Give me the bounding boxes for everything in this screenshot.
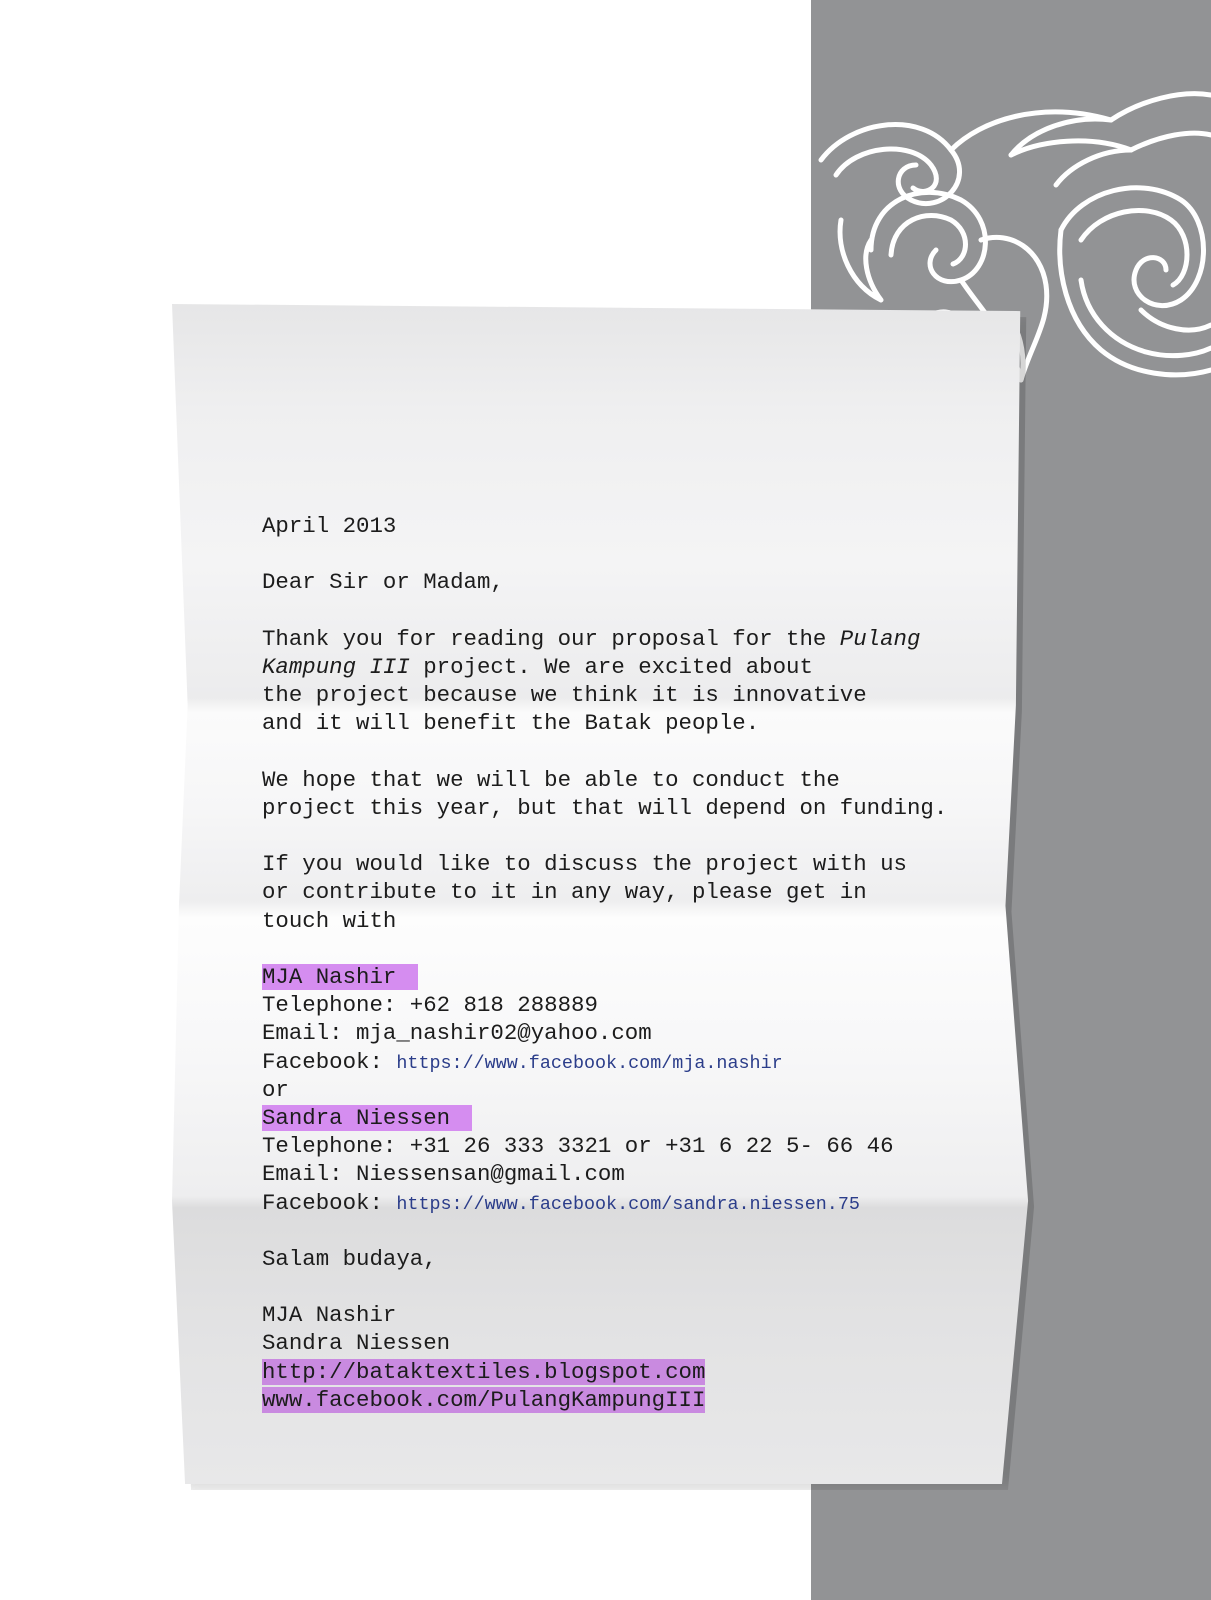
- contact1-facebook-label: Facebook:: [262, 1048, 383, 1075]
- contact1-name-line: [262, 963, 1022, 991]
- para3-line1: If you would like to discuss the project with us: [262, 851, 907, 878]
- para1-line3: the project because we think it is innovative: [262, 682, 867, 709]
- para1-line2: [262, 653, 1022, 681]
- signature-name1: MJA Nashir: [262, 1302, 397, 1329]
- para1-line1: [262, 625, 1022, 653]
- facebook-page-link-line: [262, 1386, 1022, 1414]
- closing: Salam budaya,: [262, 1245, 437, 1272]
- para2-line2: project this year, but that will depend on funding.: [262, 794, 948, 821]
- contact1-email: Email: mja_nashir02@yahoo.com: [262, 1020, 652, 1047]
- blog-link[interactable]: http://bataktextiles.blogspot.com: [262, 1358, 706, 1385]
- project-name-part1: Pulang: [839, 625, 921, 652]
- letter-date: April 2013: [262, 513, 397, 539]
- contact2-facebook-link[interactable]: https://www.facebook.com/sandra.niessen.75: [396, 1193, 860, 1215]
- contact2-telephone: Telephone: +31 26 333 3321 or +31 6 22 5- 66 46: [262, 1133, 894, 1160]
- blog-link-line: [262, 1358, 1022, 1386]
- or-text: or: [262, 1076, 289, 1103]
- contact1-name: MJA Nashir: [262, 964, 418, 990]
- contact1-facebook-link[interactable]: https://www.facebook.com/mja.nashir: [396, 1052, 783, 1074]
- letter-salutation: Dear Sir or Madam,: [262, 569, 504, 596]
- para2-line1: We hope that we will be able to conduct the: [262, 766, 840, 793]
- facebook-page-link[interactable]: www.facebook.com/PulangKampungIII: [262, 1386, 706, 1413]
- para1-line1-text: Thank you for reading our proposal for the: [262, 625, 840, 652]
- para1-line2-text: project. We are excited about: [409, 653, 813, 680]
- para3-line3: touch with: [262, 907, 397, 934]
- contact2-name-line: [262, 1104, 1022, 1132]
- contact1-telephone: Telephone: +62 818 288889: [262, 992, 598, 1019]
- contact2-facebook-label: Facebook:: [262, 1189, 383, 1216]
- contact2-name: Sandra Niessen: [262, 1105, 472, 1131]
- letter-body: [262, 512, 1022, 1414]
- para1-line4: and it will benefit the Batak people.: [262, 710, 760, 737]
- contact2-email: Email: Niessensan@gmail.com: [262, 1161, 625, 1188]
- project-name-part2: Kampung III: [262, 653, 410, 680]
- signature-name2: Sandra Niessen: [262, 1330, 451, 1357]
- contact1-facebook: [262, 1048, 1022, 1076]
- para3-line2: or contribute to it in any way, please get in: [262, 879, 867, 906]
- contact2-facebook: [262, 1189, 1022, 1217]
